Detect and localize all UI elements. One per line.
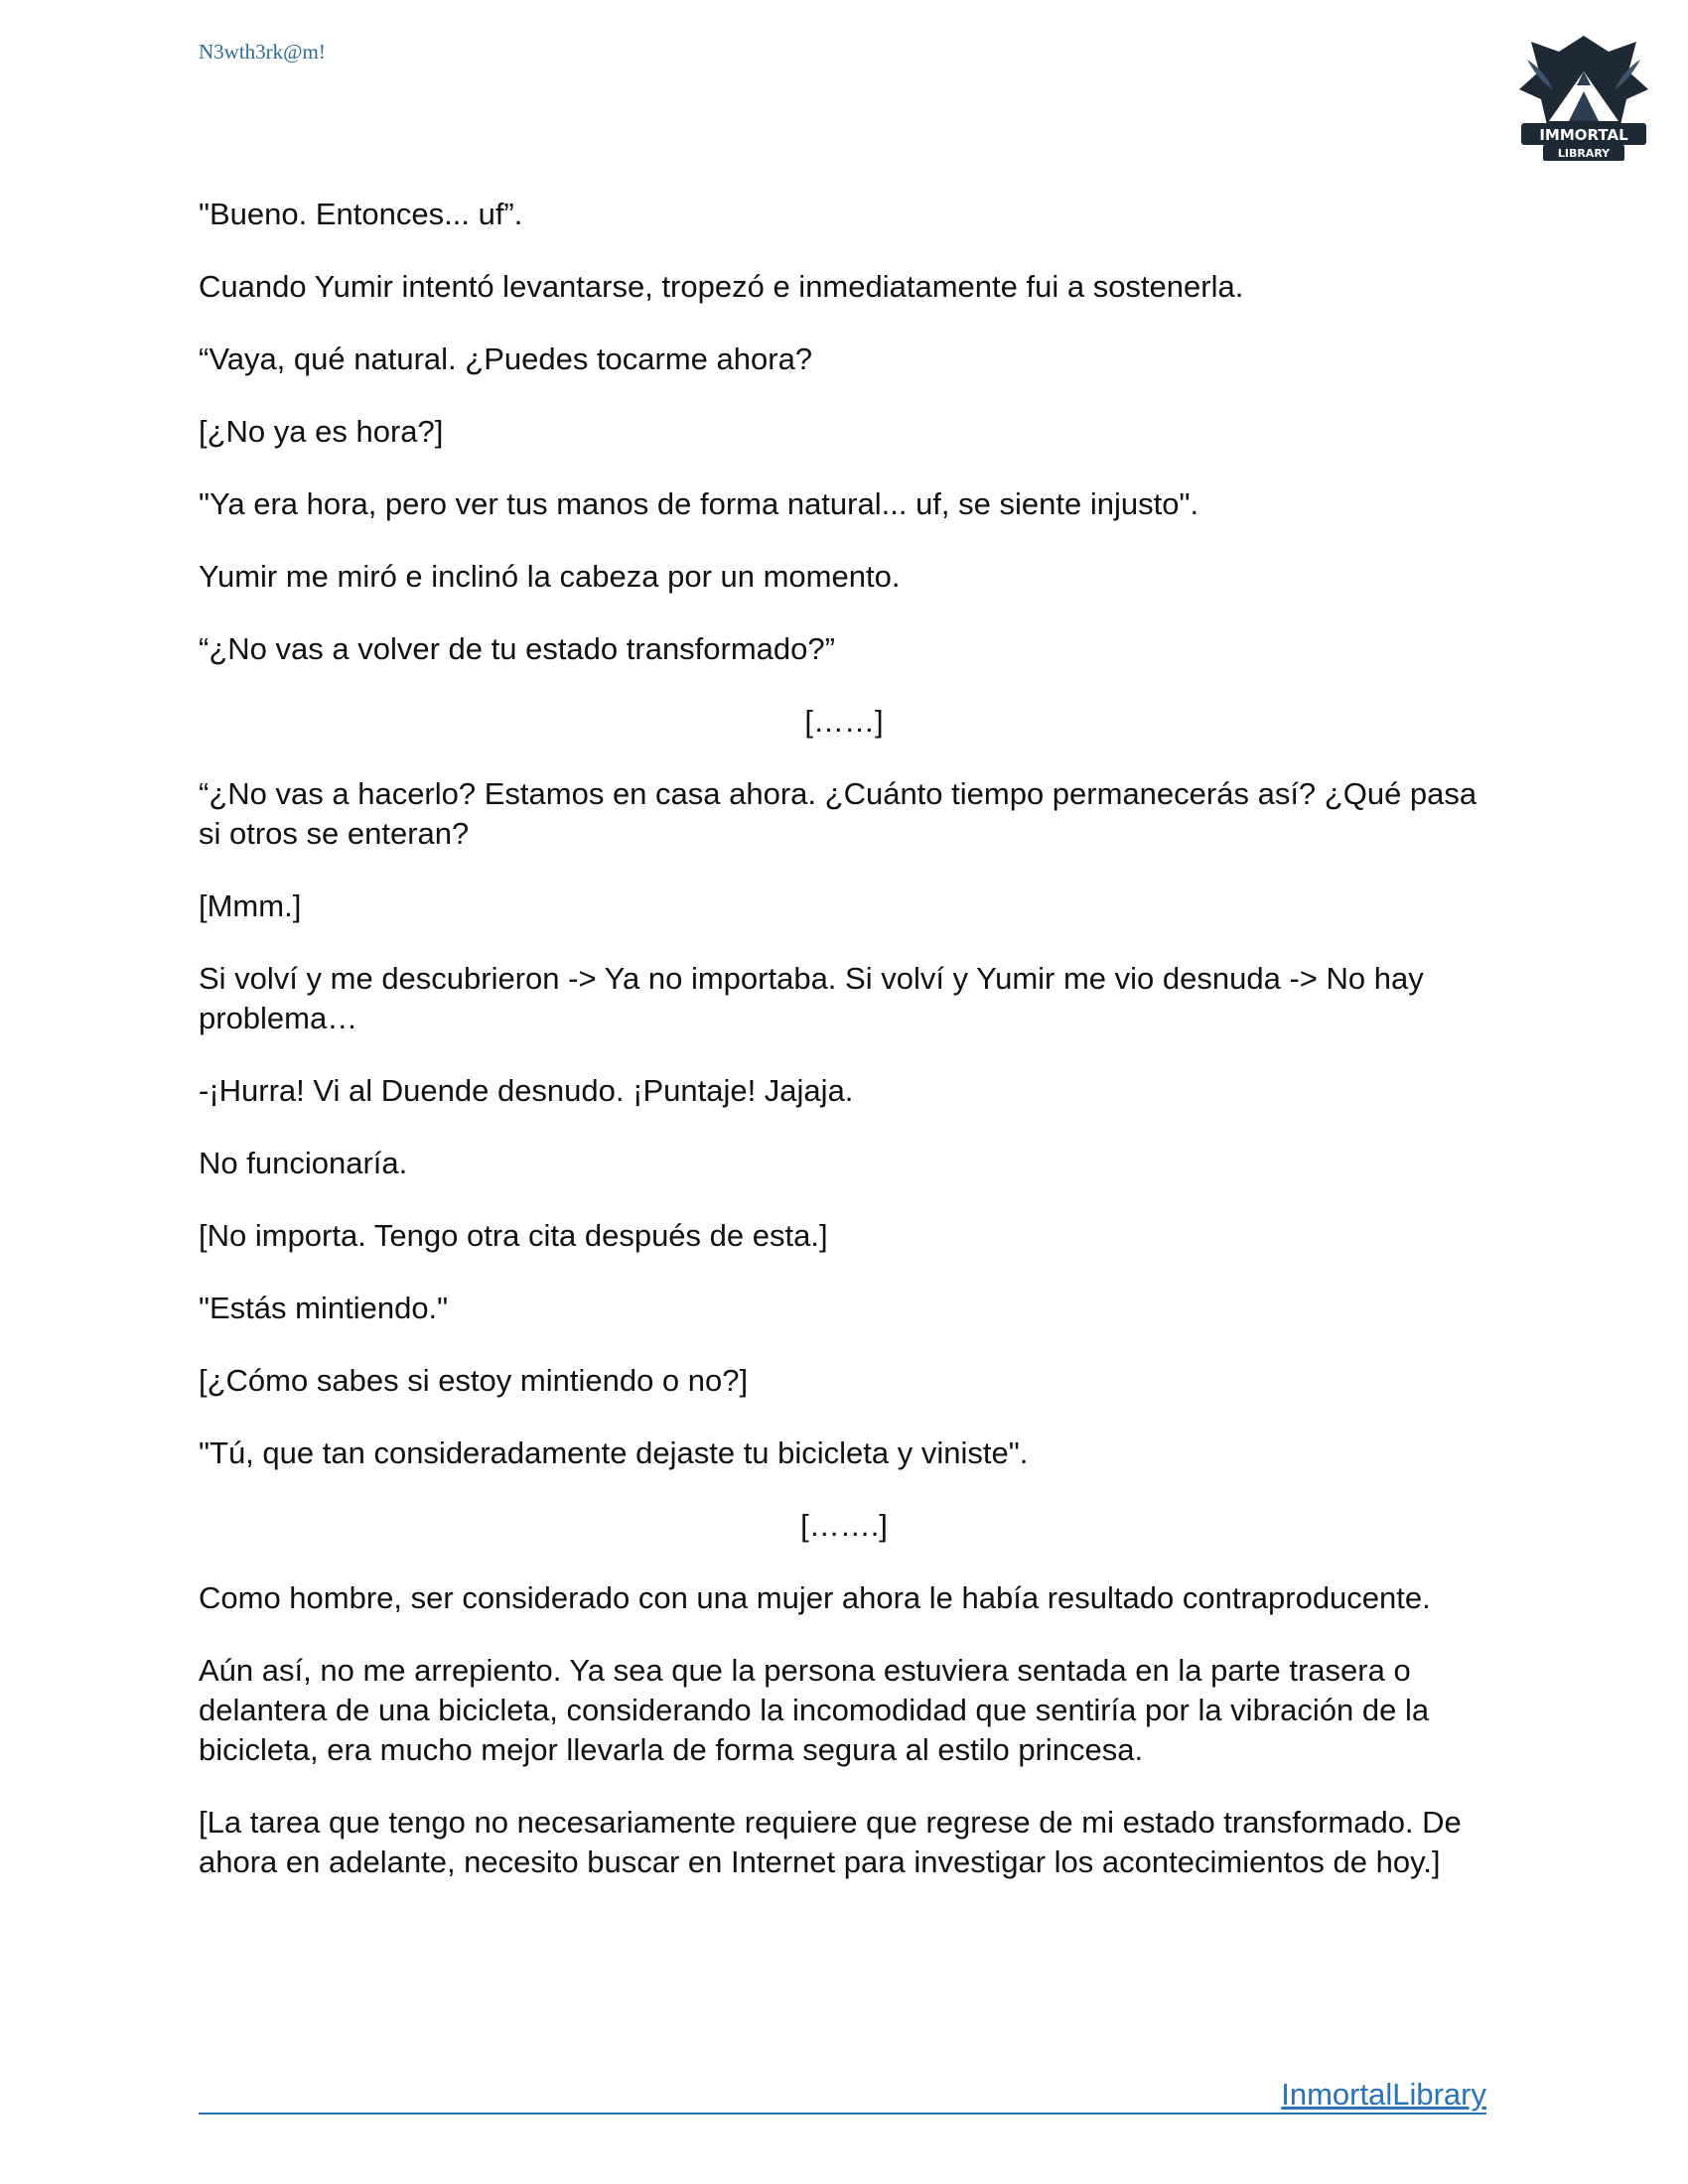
logo-line1: IMMORTAL — [1539, 126, 1628, 144]
document-body — [199, 195, 1489, 1915]
footer-link[interactable]: InmortalLibrary — [1281, 2077, 1486, 2112]
paragraph: Como hombre, ser considerado con una mujer ahora le había resultado contraproducente. — [199, 1580, 1431, 1615]
paragraph: No funcionaría. — [199, 1146, 408, 1180]
header-watermark-text: N3wth3rk@m! — [199, 40, 326, 64]
paragraph: "Bueno. Entonces... uf”. — [199, 197, 523, 231]
paragraph: Aún así, no me arrepiento. Ya sea que la persona estuviera sentada en la parte trasera o delantera de una bicicleta, considerando la incomodidad que sentiría por la vibración de la bicicleta, era mucho mejor llevarla de forma segura al estilo princesa. — [199, 1653, 1430, 1767]
paragraph: “¿No vas a volver de tu estado transformado?” — [199, 631, 835, 666]
paragraph: […….] — [800, 1508, 888, 1543]
paragraph: Cuando Yumir intentó levantarse, tropezó e inmediatamente fui a sostenerla. — [199, 269, 1244, 304]
paragraph: Yumir me miró e inclinó la cabeza por un momento. — [199, 559, 901, 594]
paragraph: "Ya era hora, pero ver tus manos de forma natural... uf, se siente injusto". — [199, 486, 1199, 521]
paragraph: “¿No vas a hacerlo? Estamos en casa ahora. ¿Cuánto tiempo permanecerás así? ¿Qué pasa si otros se enteran? — [199, 776, 1477, 851]
logo-line2: LIBRARY — [1557, 147, 1611, 160]
paragraph: -¡Hurra! Vi al Duende desnudo. ¡Puntaje! Jajaja. — [199, 1073, 854, 1108]
paragraph: Si volví y me descubrieron -> Ya no importaba. Si volví y Yumir me vio desnuda -> No hay problema… — [199, 961, 1424, 1035]
paragraph: "Estás mintiendo." — [199, 1291, 449, 1325]
paragraph: [¿No ya es hora?] — [199, 414, 444, 449]
paragraph: "Tú, que tan consideradamente dejaste tu bicicleta y viniste". — [199, 1435, 1029, 1470]
paragraph: [No importa. Tengo otra cita después de esta.] — [199, 1218, 828, 1253]
immortal-library-crest-icon — [1509, 30, 1658, 169]
paragraph: [Mmm.] — [199, 888, 302, 923]
paragraph: [……] — [804, 704, 884, 739]
paragraph: [¿Cómo sabes si estoy mintiendo o no?] — [199, 1363, 749, 1398]
paragraph: “Vaya, qué natural. ¿Puedes tocarme ahora? — [199, 341, 813, 376]
footer-rule — [199, 2113, 1486, 2115]
paragraph: [La tarea que tengo no necesariamente requiere que regrese de mi estado transformado. De ahora en adelante, necesito buscar en Internet para investigar los acontecimientos de hoy.] — [199, 1805, 1462, 1879]
